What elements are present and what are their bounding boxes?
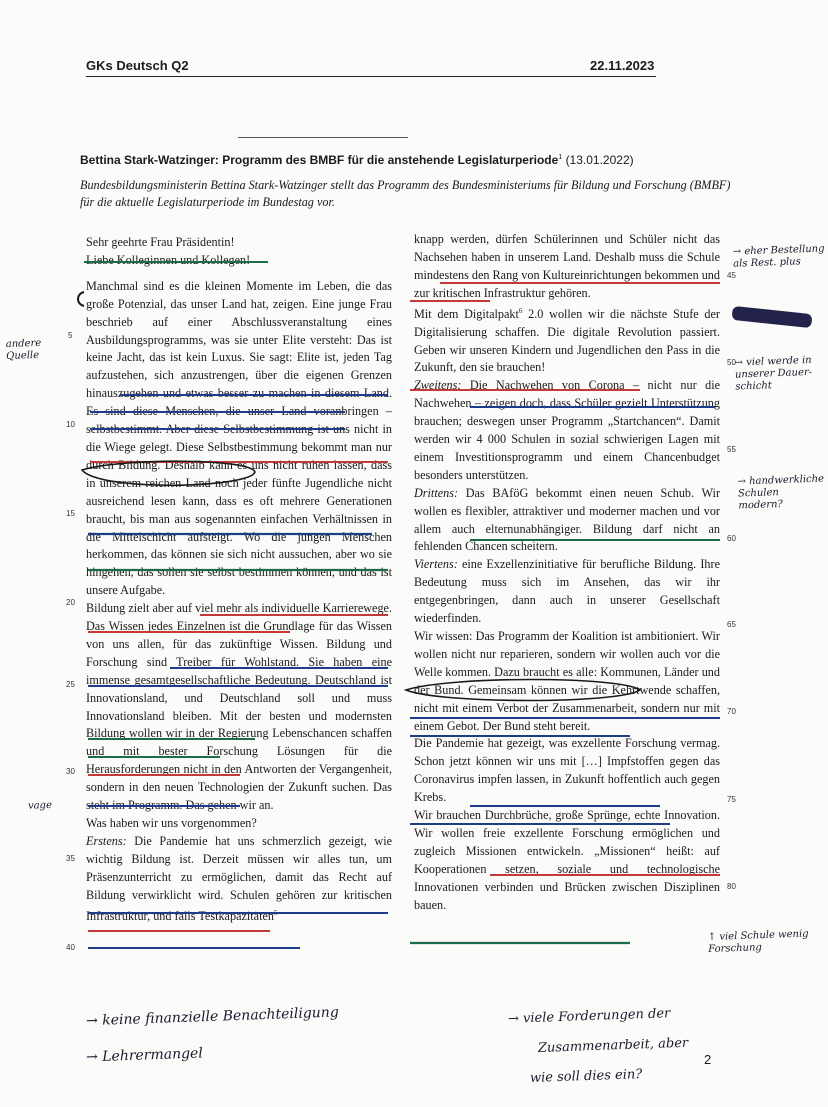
digitalpakt-footnote: 6 <box>518 306 523 315</box>
bracket-stroke <box>78 292 84 306</box>
line-number: 75 <box>727 795 736 804</box>
course-title: GKs Deutsch Q2 <box>86 58 189 73</box>
line-number: 5 <box>68 331 73 340</box>
note-margin-right-4: ↑ viel Schule wenig Forschung <box>707 928 809 956</box>
note-margin-left-1: andere Quelle <box>5 337 42 363</box>
digitalpakt-text-rest: 2.0 wollen wir die nächste Stufe der Digitalisierung schaffen. Die digitale Revolution passiert. Geben wir unseren Kindern und Jugendlichen den Pass in die Zukunft, den sie brauchen! <box>414 306 720 375</box>
zweitens-label: Zweitens: <box>414 378 462 393</box>
title-bold: Bettina Stark-Watzinger: Programm des BMBF für die anstehende Legislaturperiode <box>80 153 559 167</box>
right-paragraph-4: Die Pandemie hat gezeigt, was exzellente Forschung vermag. Schon jetzt können wir uns mit […] Impfstoffen gegen das Coronavirus impfen lassen, in Zukunft hoffentlich auch gegen Krebs. <box>414 736 720 805</box>
zweitens-text: Die Nachwehen von Corona – nicht nur die Nachwehen – zeigen doch, dass Schüler gezielt Unterstützung brauchen; deswegen unser Programm „Startchancen“. Damit werden wir 4 000 Schulen in sozial schwierigen Lagen mit einem Investitionsprogramm und einem Chancenbudget besonders unterstützen. <box>414 378 720 482</box>
drittens-text: Das BAföG bekommt einen neuen Schub. Wir wollen es flexibler, attraktiver und moderner machen und vor allem auch elternunabhängiger. Bildung darf nicht an fehlenden Chancen scheitern. <box>414 485 720 554</box>
line-number: 45 <box>727 271 736 280</box>
line-number: 80 <box>727 882 736 891</box>
separator-rule <box>238 137 408 138</box>
note-bottom-right-3: wie soll dies ein? <box>529 1067 643 1086</box>
left-column <box>86 234 392 926</box>
line-number: 50 <box>727 358 736 367</box>
note-margin-right-2: → viel werde in unserer Dauer-schicht <box>734 354 813 393</box>
erstens-text: Die Pandemie hat uns schmerzlich gezeigt, wie wichtig Bildung ist. Derzeit müssen wir alles tun, um Präsenzunterricht zu ermöglichen, damit das Recht auf Bildung verwirklicht wird. Schulen gehören zur kritischen Infrastruktur, und falls Testkapazitäten <box>86 833 392 923</box>
left-question: Was haben wir uns vorgenommen? <box>86 816 257 830</box>
left-paragraph-2: Bildung zielt aber auf viel mehr als individuelle Karrierewege. Das Wissen jedes Einzelnen ist die Grundlage für das Wissen von uns allen, für das zukünftige Wissen. Bildung und Forschung sind Treiber für Wohlstand. Sie haben eine immense gesamtgesellschaftliche Bedeutung. Deutschland ist Innovationsland, und Deutschland soll und muss Innovationsland bleiben. Mit der besten und modernsten Bildung wollen wir in der Regierung Lebenschancen schaffen und mit bester Forschung Lösungen für die Herausforderungen nicht in den Antworten der Vergangenheit, sondern in den neuen Technologien der Zukunft suchen. Das steht im Programm. Das gehen wir an. <box>86 601 392 813</box>
right-paragraph-zweitens <box>414 377 720 484</box>
right-paragraph-1: knapp werden, dürfen Schülerinnen und Schüler nicht das Nachsehen haben in unserem Land. Deshalb muss die Schule mindestens den Rang von Kultureinrichtungen bekommen und zur kritischen Infrastruktur gehören. <box>414 232 720 300</box>
line-number: 65 <box>727 620 736 629</box>
note-bottom-left-2: → Lehrermangel <box>85 1045 204 1066</box>
line-number: 15 <box>66 509 75 518</box>
note-margin-right-1: → eher Bestellung als Rest. plus <box>732 243 825 270</box>
greeting-1: Sehr geehrte Frau Präsidentin! <box>86 235 235 249</box>
right-paragraph-3: Wir wissen: Das Programm der Koalition ist ambitioniert. Wir wollen nicht nur reparieren, sondern wir wollen auch vor die Welle kommen. Dazu braucht es alle: Kommunen, Länder und der Bund. Gemeinsam können wir die Kehrtwende schaffen, nicht mit einem Verbot der Zusammenarbeit, sondern nur mit einem Gebot. Der Bund steht bereit. <box>414 629 720 733</box>
viertens-text: eine Exzellenzinitiative für berufliche Bildung. Ihre Bedeutung muss sich im Ansehen, das wir ihr entgegenbringen, dann auch in unserer Gesellschaft wiederfinden. <box>414 557 720 626</box>
note-bottom-right-1: → viele Forderungen der <box>507 1006 671 1027</box>
right-paragraph-5: Wir brauchen Durchbrüche, große Sprünge, echte Innovation. Wir wollen freie exzellente Forschung ermöglichen und zugleich Missionen entwickeln. „Missionen“ heißt: auf Kooperationen setzen, soziale und technologische Innovationen verbinden und Brücken zwischen Disziplinen bauen. <box>414 808 720 912</box>
header-rule <box>86 76 656 77</box>
line-number: 25 <box>66 680 75 689</box>
scribbled-note <box>731 306 812 328</box>
viertens-label: Viertens: <box>414 557 458 572</box>
line-number: 30 <box>66 767 75 776</box>
right-paragraph-drittens <box>414 485 720 557</box>
line-number: 70 <box>727 707 736 716</box>
document-title <box>80 153 740 167</box>
intro-text: Bundesbildungsministerin Bettina Stark-Watzinger stellt das Programm des Bundesministeriums für Bildung und Forschung (BMBF) für die aktuelle Legislaturperiode im Bundestag vor. <box>80 178 731 209</box>
right-column <box>414 231 720 915</box>
header-date: 22.11.2023 <box>590 58 655 73</box>
erstens-label: Erstens: <box>86 833 127 848</box>
right-paragraph-2 <box>414 303 720 378</box>
right-paragraph-viertens <box>414 556 720 628</box>
page-number: 2 <box>704 1052 712 1067</box>
line-number: 55 <box>727 445 736 454</box>
note-margin-right-3: → handwerkliche Schulen modern? <box>737 473 825 512</box>
title-date: (13.01.2022) <box>565 153 634 167</box>
greeting-2: Liebe Kolleginnen und Kollegen! <box>86 252 251 267</box>
line-number: 20 <box>66 598 75 607</box>
line-number: 35 <box>66 854 75 863</box>
note-margin-left-2: vage <box>27 799 53 812</box>
left-paragraph-erstens <box>86 833 392 926</box>
note-bottom-left-1: → keine finanzielle Benachteiligung <box>85 1004 340 1030</box>
note-bottom-right-2: Zusammenarbeit, aber <box>537 1035 689 1056</box>
line-number: 40 <box>66 943 75 952</box>
line-number: 10 <box>66 420 75 429</box>
drittens-label: Drittens: <box>414 485 459 500</box>
title-footnote: 1 <box>558 154 563 161</box>
left-paragraph-1: Manchmal sind es die kleinen Momente im Leben, die das große Potenzial, das unser Land hat, zeigen. Eine junge Frau beschrieb auf einer Abschlussveranstaltung eines Ausbildungsprogramms, was sie unter Elite versteht: Das ist keine Jacht, das ist kein Luxus. Sie sagt: Elite ist, jeden Tag aufzustehen, sich anzustrengen, über die eigenen Grenzen hinauszugehen und etwas besser zu machen in diesem Land. Es sind diese Menschen, die unser Land voranbringen – selbstbestimmt. Aber diese Selbstbestimmung ist uns nicht in die Wiege gelegt. Diese Selbstbestimmung bekommt man nur durch Bildung. Deshalb kann es uns nicht ruhen lassen, dass in unserem reichen Land noch jeder fünfte Jugendliche nicht ausreichend lesen kann, dass es oft mehrere Generationen braucht, bis man aus sogenannten einfachen Verhältnissen in die Mittelschicht aufsteigt. Wo die jungen Menschen herkommen, das können sie sich nicht aussuchen, aber wo sie hingehen, das sollen sie selbst bestimmen können, und das ist unsere Aufgabe. <box>86 278 392 598</box>
erstens-footnote: 5 <box>273 908 278 917</box>
digitalpakt-text: Mit dem Digitalpakt <box>414 306 519 321</box>
line-number: 60 <box>727 534 736 543</box>
